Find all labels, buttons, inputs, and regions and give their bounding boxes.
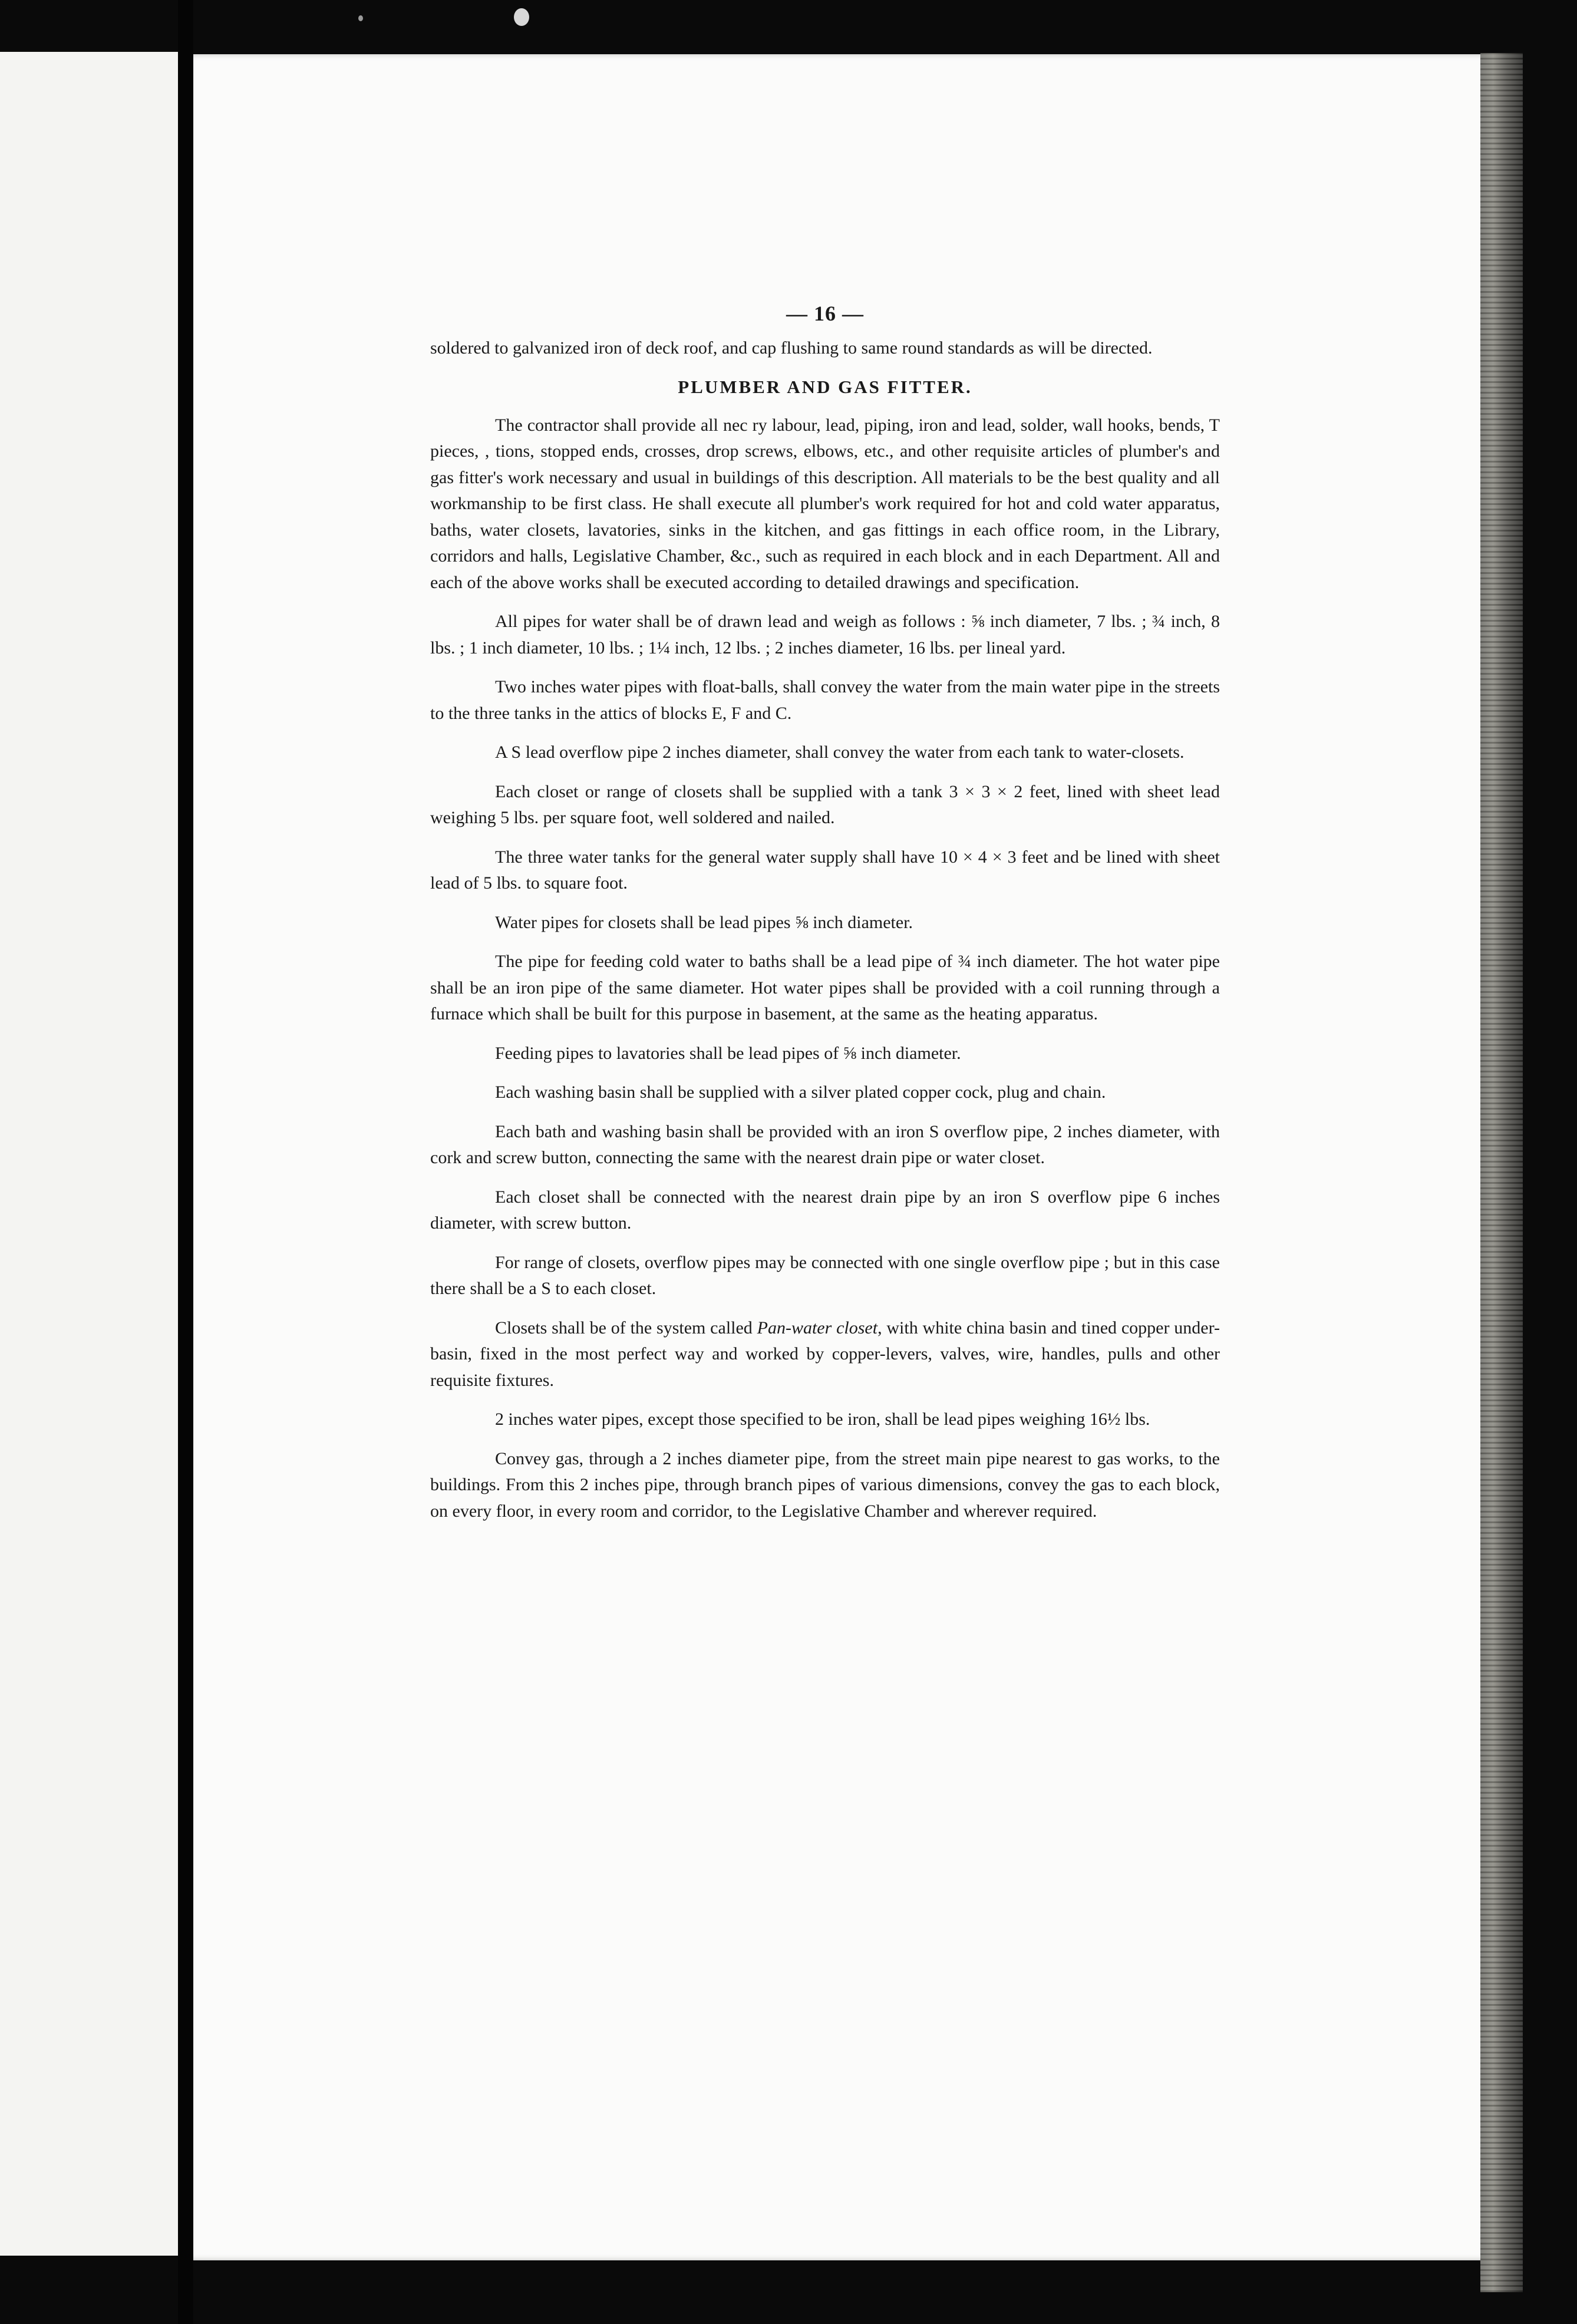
continuation-paragraph: soldered to galvanized iron of deck roof, and cap flushing to same round standards as will be directed. (430, 338, 1153, 358)
paragraph: Convey gas, through a 2 inches diameter pipe, from the street main pipe nearest to gas works, to the buildings. From this 2 inches pipe, through branch pipes of various dimensions, convey the gas to each block, on every floor, in every room and corridor, to the Legislative Chamber and wherever required. (430, 1448, 1220, 1521)
paragraph: 2 inches water pipes, except those specified to be iron, shall be lead pipes weighing 16½ lbs. (495, 1409, 1150, 1429)
facing-page-edge (0, 52, 179, 2256)
paragraph: Each closet or range of closets shall be supplied with a tank 3 × 3 × 2 feet, lined with sheet lead weighing 5 lbs. per square foot, well soldered and nailed. (430, 781, 1220, 827)
scan-speck (514, 8, 529, 26)
paragraph: Two inches water pipes with float-balls, shall convey the water from the main water pipe in the streets to the three tanks in the attics of blocks E, F and C. (430, 677, 1220, 723)
paragraph: A S lead overflow pipe 2 inches diameter, shall convey the water from each tank to water-closets. (495, 742, 1185, 762)
italic-term: Pan-water closet (757, 1318, 878, 1338)
paragraph-text: , with white china basin and tined copper under-basin, fixed in the most perfect way and worked by copper-levers, valves, wire, handles, pulls and other requisite fixtures. (430, 1318, 1220, 1390)
paragraph: Water pipes for closets shall be lead pipes ⅝ inch diameter. (495, 912, 913, 932)
paragraph: All pipes for water shall be of drawn lead and weigh as follows : ⅝ inch diameter, 7 lbs. ; ¾ inch, 8 lbs. ; 1 inch diameter, 10 lbs. ; 1¼ inch, 12 lbs. ; 2 inches diameter, 16 lbs. per lineal yard. (430, 612, 1220, 658)
paragraph: Each washing basin shall be supplied with a silver plated copper cock, plug and chain. (495, 1082, 1106, 1102)
book-gutter (178, 0, 193, 2324)
closet-system-paragraph (430, 1315, 1220, 1394)
section-title: PLUMBER AND GAS FITTER. (678, 377, 972, 397)
paragraph: The contractor shall provide all nec ry labour, lead, piping, iron and lead, solder, wall hooks, bends, T pieces, , tions, stopped ends, crosses, drop screws, elbows, etc., and other requisite articles of plumber's and gas fitter's work necessary and usual in buildings of this description. All materials to be the best quality and all workmanship to be first class. He shall execute all plumber's work required for hot and cold water apparatus, baths, water closets, lavatories, sinks in the kitchen, and gas fittings in each office room, in the Library, corridors and halls, Legislative Chamber, &c., such as required in each block and in each Department. All and each of the above works shall be executed according to detailed drawings and specification. (430, 415, 1220, 592)
paragraph: For range of closets, overflow pipes may be connected with one single overflow pipe ; but in this case there shall be a S to each closet. (430, 1252, 1220, 1298)
paragraph: Each closet shall be connected with the nearest drain pipe by an iron S overflow pipe 6 inches diameter, with screw button. (430, 1187, 1220, 1233)
paragraph-text: Closets shall be of the system called (495, 1318, 757, 1338)
page-number: — 16 — (786, 302, 864, 325)
page-stack-edge (1480, 53, 1523, 2292)
paragraph: The three water tanks for the general water supply shall have 10 × 4 × 3 feet and be lined with sheet lead of 5 lbs. to square foot. (430, 847, 1220, 893)
paragraph: The pipe for feeding cold water to baths shall be a lead pipe of ¾ inch diameter. The hot water pipe shall be an iron pipe of the same diameter. Hot water pipes shall be provided with a coil running through a furnace which shall be built for this purpose in basement, at the same as the heating apparatus. (430, 952, 1220, 1024)
scan-speck (358, 15, 363, 21)
paragraph: Feeding pipes to lavatories shall be lead pipes of ⅝ inch diameter. (495, 1043, 961, 1063)
page-text (430, 301, 1220, 1537)
paragraph: Each bath and washing basin shall be provided with an iron S overflow pipe, 2 inches diameter, with cork and screw button, connecting the same with the nearest drain pipe or water closet. (430, 1121, 1220, 1167)
